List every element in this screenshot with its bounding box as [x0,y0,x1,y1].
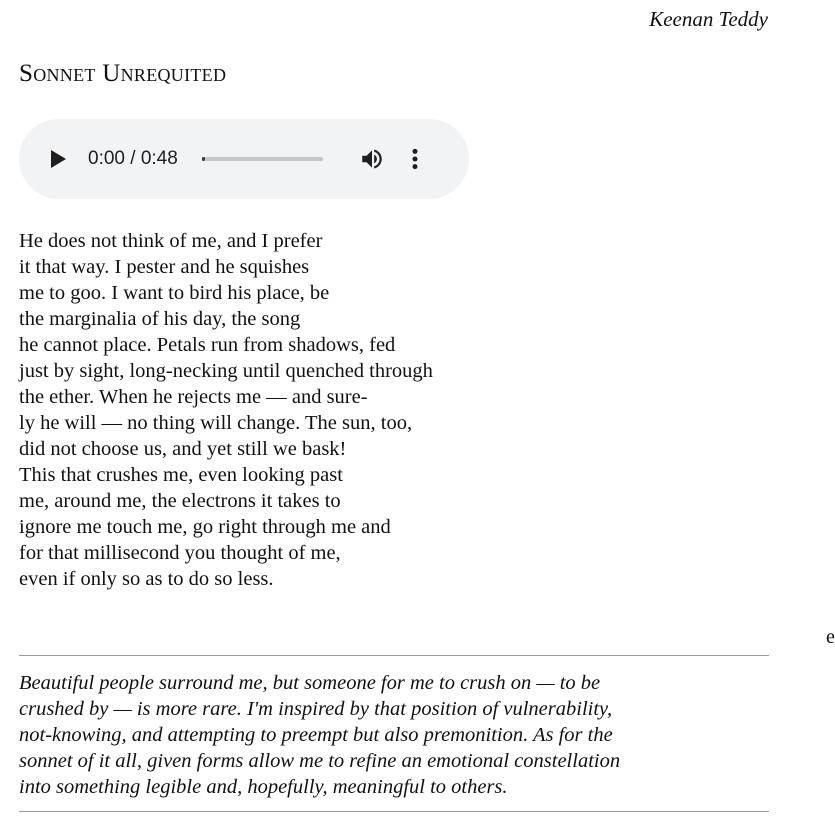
poem-line: the ether. When he rejects me — and sure- [19,386,368,408]
note-line: into something legible and, hopefully, meaningful to others. [19,776,508,798]
note-line: not-knowing, and attempting to preempt but also premonition. As for the [19,724,613,746]
progress-fill [202,157,205,161]
time-separator: / [124,148,141,169]
page-title: Sonnet Unrequited [19,60,227,87]
poem-line: even if only so as to do so less. [19,568,274,590]
poem-line: he cannot place. Petals run from shadows, fed [19,334,396,356]
current-time: 0:00 [88,148,125,169]
duration: 0:48 [140,148,178,169]
divider-bottom [19,811,769,812]
poem-body [19,228,433,592]
note-line: Beautiful people surround me, but someone for me to crush on — to be [19,672,601,694]
note-line: crushed by — is more rare. I'm inspired by that position of vulnerability, [19,698,613,720]
poem-line: ignore me touch me, go right through me and [19,516,391,538]
volume-icon[interactable] [359,146,385,172]
time-display [88,148,178,170]
poem-line: the marginalia of his day, the song [19,308,301,330]
poem-line: ly he will — no thing will change. The sun, too, [19,412,413,434]
audio-player [19,119,469,199]
poem-line: This that crushes me, even looking past [19,464,343,486]
note-line: sonnet of it all, given forms allow me to refine an emotional constellation [19,750,621,772]
poem-line: just by sight, long-necking until quenched through [19,360,433,382]
more-vert-icon[interactable] [409,146,421,172]
play-icon[interactable] [51,150,66,168]
poem-line: it that way. I pester and he squishes [19,256,310,278]
poem-line: did not choose us, and yet still we bask! [19,438,347,460]
edge-text: e [826,626,835,648]
poem-line: He does not think of me, and I prefer [19,230,323,252]
author-name: Keenan Teddy [649,7,768,31]
author-note [19,670,769,800]
poem-line: for that millisecond you thought of me, [19,542,341,564]
progress-bar[interactable] [202,157,323,161]
poem-line: me to goo. I want to bird his place, be [19,282,330,304]
divider-top [19,655,769,656]
poem-line: me, around me, the electrons it takes to [19,490,341,512]
